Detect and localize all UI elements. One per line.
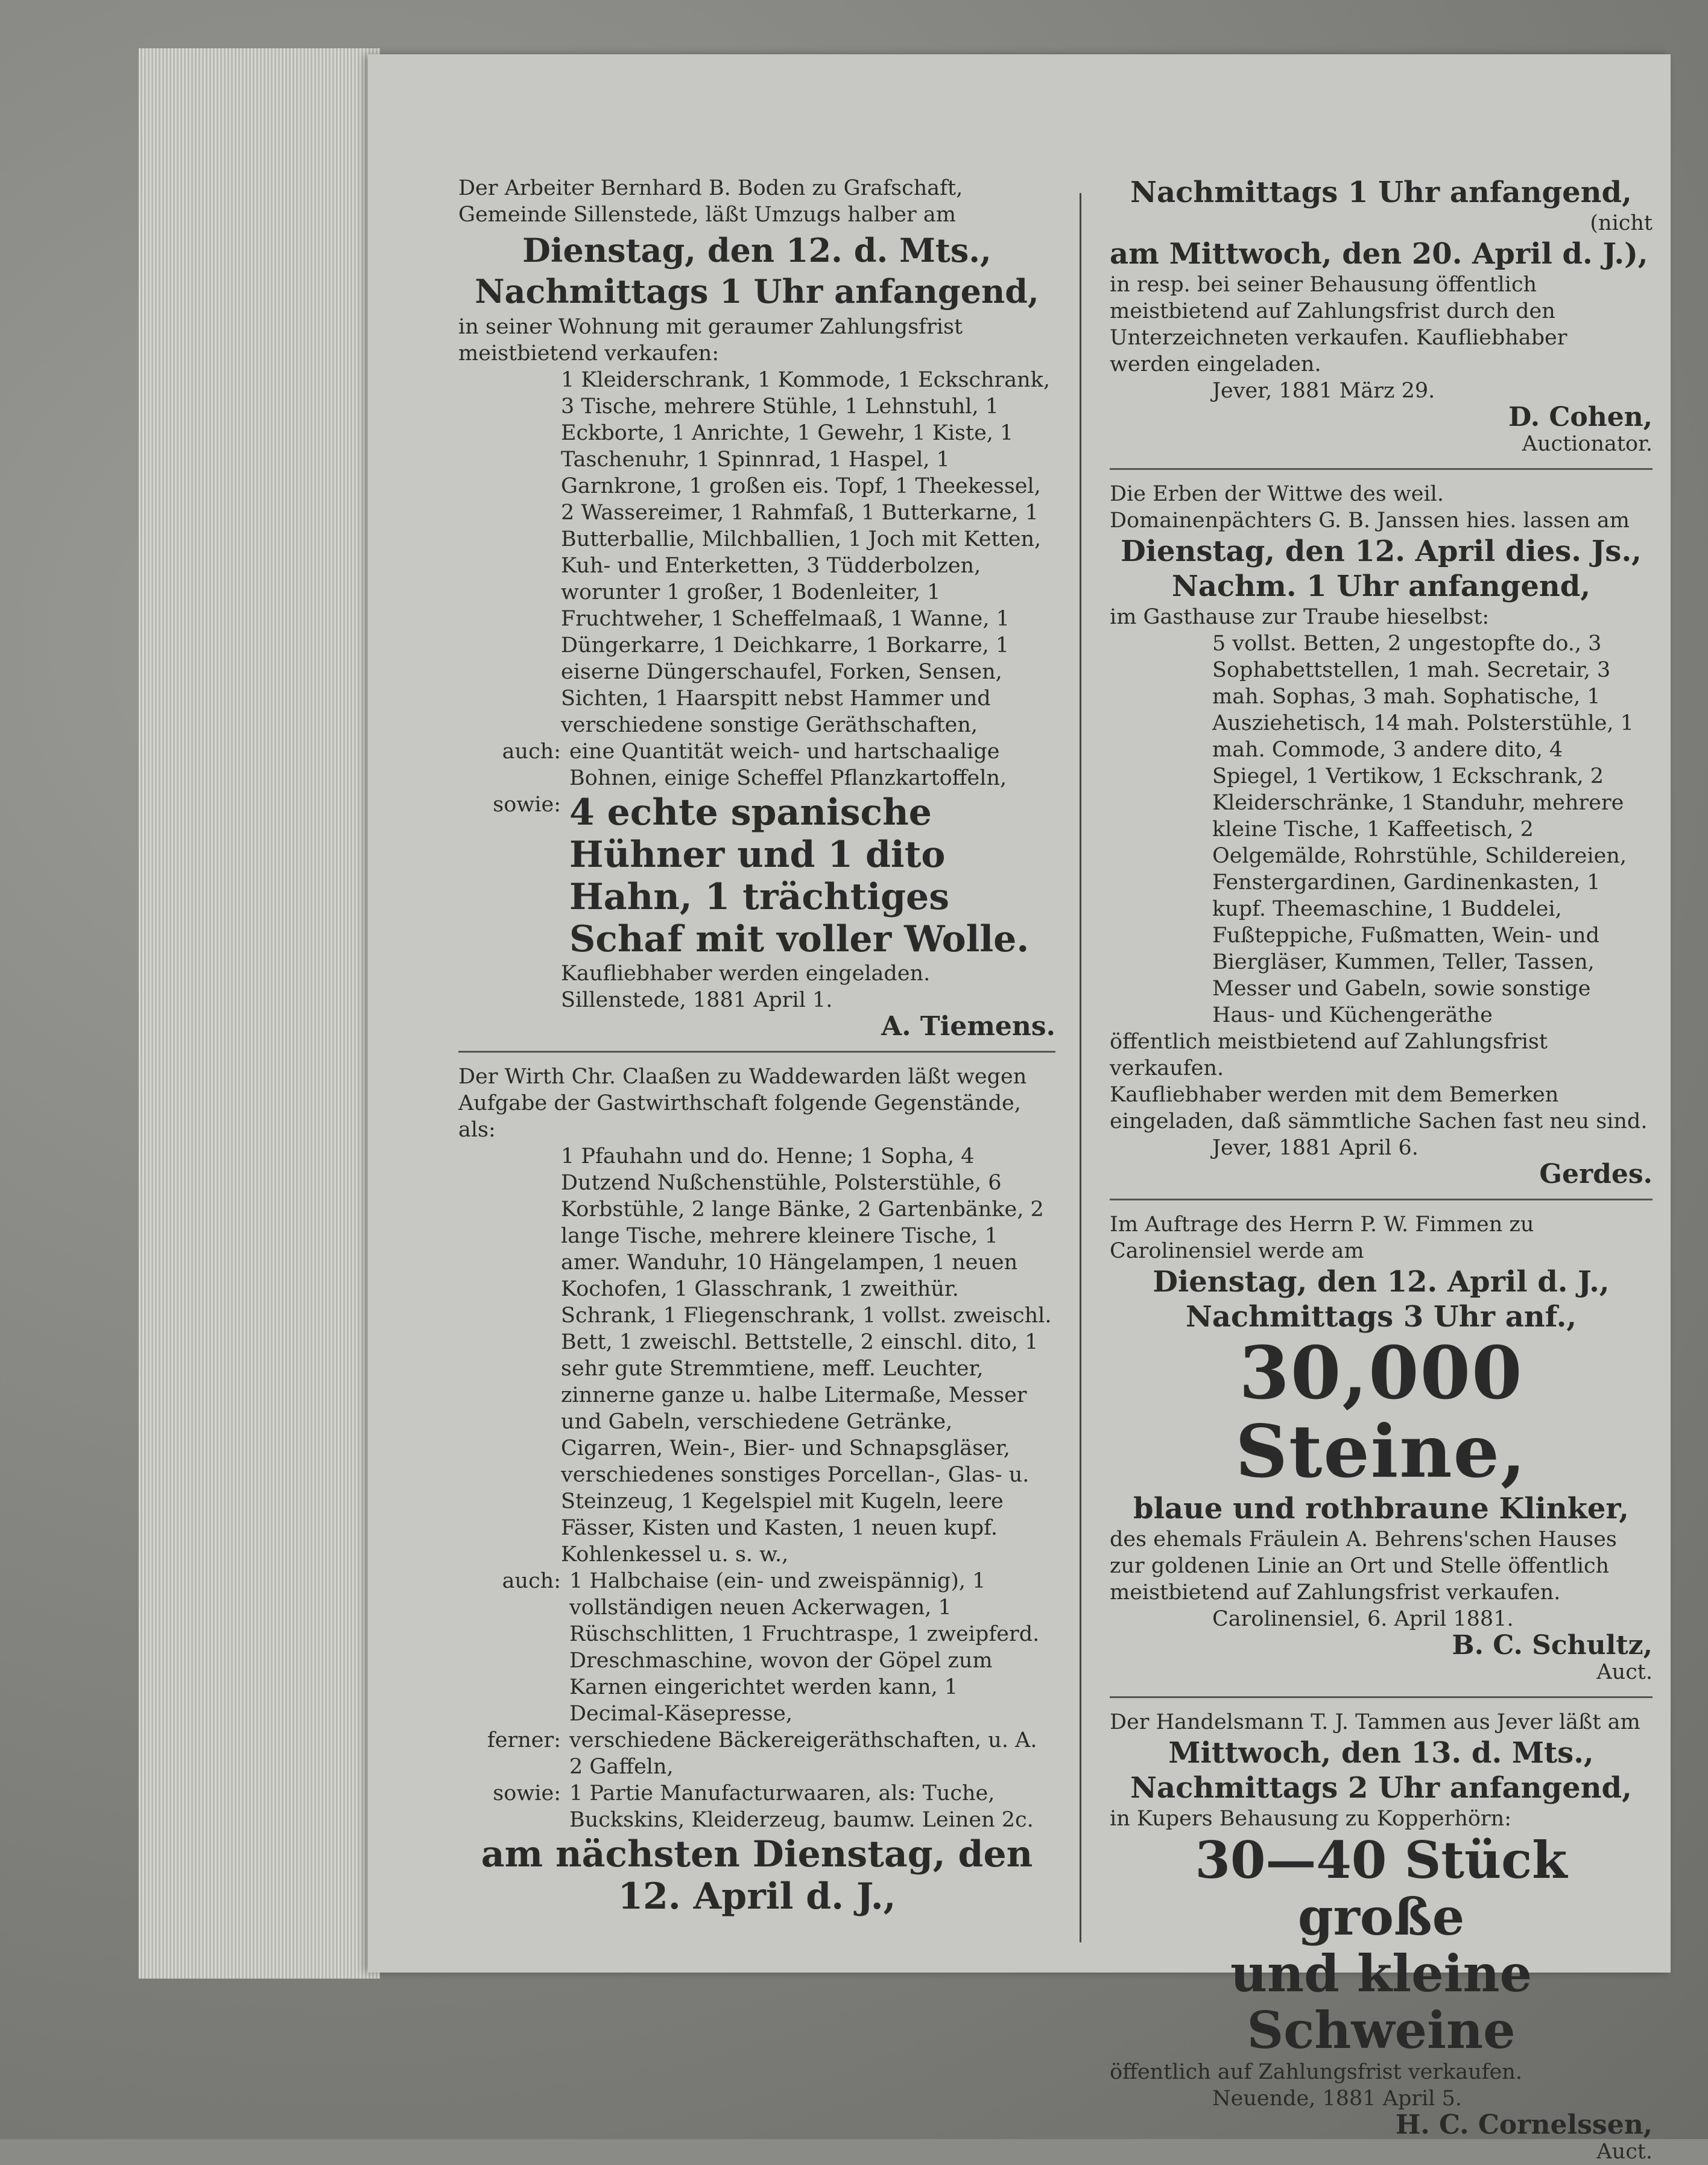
ad-terms: in resp. bei seiner Behausung öffentlich meistbietend auf Zahlungsfrist durch den Unterzeichneten verkaufen. Kaufliebhaber werden eingeladen.	[1110, 273, 1567, 376]
ad-nicht: (nicht	[1590, 211, 1653, 235]
ad-role: Auctionator.	[1522, 432, 1653, 456]
ad-claassen	[458, 1063, 1055, 1918]
ad-headline-1: 30—40 Stück große	[1195, 1830, 1567, 1947]
ad-separator	[458, 1051, 1055, 1053]
ad-auch	[458, 1568, 1055, 1727]
ad-items: 5 vollst. Betten, 2 ungestopfte do., 3 Sophabettstellen, 1 mah. Secretair, 3 mah. Sophas, 3 mah. Sophatische, 1 Ausziehetisch, 14 mah. Polsterstühle, 1 mah. Commode, 3 andere dito, 4 Spiegel, 1 Vertikow, 1 Eckschrank, 2 Kleiderschränke, 1 Standuhr, mehrere kleine Tische, 1 Kaffeetisch, 2 Oelgemälde, Rohrstühle, Schildereien, Fenstergardinen, Gardinenkasten, 1 kupf. Theemaschine, 1 Buddelei, Fußteppiche, Fußmatten, Wein- und Biergläser, Kummen, Teller, Tassen, Messer und Gabeln, sowie sonstige Haus- und Küchengeräthe	[1212, 632, 1634, 1027]
sowie-label: sowie:	[493, 793, 561, 817]
ad-signature: H. C. Cornelssen,	[1395, 2110, 1653, 2140]
ad-signature: D. Cohen,	[1508, 402, 1653, 433]
ad-place: Sillenstede, 1881 April 1.	[561, 988, 833, 1012]
ad-separator	[1110, 1199, 1653, 1200]
ad-headline: 30,000 Steine,	[1235, 1331, 1527, 1494]
ad-signature: B. C. Schultz,	[1452, 1630, 1653, 1661]
ad-intro: Der Handelsmann T. J. Tammen aus Jever läßt am	[1110, 1710, 1640, 1734]
ad-terms: öffentlich auf Zahlungsfrist verkaufen.	[1110, 2060, 1522, 2084]
ad-items: 1 Kleiderschrank, 1 Kommode, 1 Eckschrank, 3 Tische, mehrere Stühle, 1 Lehnstuhl, 1 Eckborte, 1 Anrichte, 1 Gewehr, 1 Kiste, 1 Taschenuhr, 1 Spinnrad, 1 Haspel, 1 Garnkrone, 1 großen eis. Topf, 1 Theekessel, 2 Wassereimer, 1 Rahmfaß, 1 Butterkarne, 1 Butterballie, Milchballien, 1 Joch mit Ketten, Kuh- und Enterketten, 3 Tüdderbolzen, worunter 1 großer, 1 Bodenleiter, 1 Fruchtweher, 1 Scheffelmaaß, 1 Wanne, 1 Düngerkarre, 1 Deichkarre, 1 Borkarre, 1 eiserne Düngerschaufel, Forken, Sensen, Sichten, 1 Haarspitt nebst Hammer und verschiedene sonstige Geräthschaften,	[561, 368, 1051, 737]
ad-intro: Der Arbeiter Bernhard B. Boden zu Grafschaft, Gemeinde Sillenstede, läßt Umzugs halber am	[458, 176, 963, 227]
ad-terms: in seiner Wohnung mit geraumer Zahlungsfrist meistbietend verkaufen:	[458, 315, 963, 366]
ad-note: Kaufliebhaber werden mit dem Bemerken eingeladen, daß sämmtliche Sachen fast neu sind.	[1110, 1083, 1648, 1133]
ad-terms: des ehemals Fräulein A. Behrens'schen Hauses zur goldenen Linie an Ort und Stelle öffentlich meistbietend auf Zahlungsfrist verkaufen.	[1110, 1527, 1617, 1605]
ad-separator	[1110, 1696, 1653, 1698]
ad-ferner	[458, 1727, 1055, 1780]
ad-sowie	[458, 791, 1055, 960]
ad-boden	[458, 175, 1055, 1040]
ad-items: 1 Pfauhahn und do. Henne; 1 Sopha, 4 Dutzend Nußchenstühle, Polsterstühle, 6 Korbstühle, 2 lange Bänke, 2 Gartenbänke, 2 lange Tische, mehrere kleinere Tische, 1 amer. Wanduhr, 10 Hängelampen, 1 neuen Kochofen, 1 Glasschrank, 1 zweithür. Schrank, 1 Fliegenschrank, 1 vollst. zweischl. Bett, 1 zweischl. Bettstelle, 2 einschl. dito, 1 sehr gute Stremmtiene, meff. Leuchter, zinnerne ganze u. halbe Litermaße, Messer und Gabeln, verschiedene Getränke, Cigarren, Wein-, Bier- und Schnapsgläser, verschiedenes sonstiges Porcellan-, Glas- u. Steinzeug, 1 Kegelspiel mit Kugeln, leere Fässer, Kisten und Kasten, 1 neuen kupf. Kohlenkessel u. s. w.,	[561, 1144, 1052, 1567]
right-column	[1110, 175, 1653, 2165]
ferner-value: verschiedene Bäckereigeräthschaften, u. A. 2 Gaffeln,	[569, 1728, 1037, 1779]
auch-label: auch:	[502, 740, 561, 764]
page-stack-edge	[139, 48, 380, 1979]
ad-time: Nachmittags 1 Uhr anfangend,	[1130, 176, 1632, 209]
ad-time: Nachm. 1 Uhr anfangend,	[1171, 569, 1591, 603]
ad-sowie	[458, 1780, 1055, 1833]
ad-date: Dienstag, den 12. April dies. Js.,	[1121, 534, 1642, 568]
ad-role: Auct.	[1596, 1660, 1653, 1684]
left-column	[458, 175, 1055, 1918]
ad-signature: Gerdes.	[1539, 1159, 1653, 1190]
ad-role: Auct.	[1596, 2140, 1653, 2164]
ad-time: Nachmittags 1 Uhr anfangend,	[475, 272, 1039, 311]
ad-date: Dienstag, den 12. d. Mts.,	[522, 231, 992, 270]
ad-subheadline: blaue und rothbraune Klinker,	[1133, 1492, 1629, 1526]
ad-place: Jever, 1881 April 6.	[1212, 1136, 1419, 1160]
ad-date: am Mittwoch, den 20. April d. J.),	[1110, 237, 1648, 271]
sowie-value: 4 echte spanische Hühner und 1 dito Hahn, 1 trächtiges Schaf mit voller Wolle.	[569, 791, 1030, 960]
ad-tammen	[1110, 1709, 1653, 2165]
auch-value: 1 Halbchaise (ein- und zweispännig), 1 vollständigen neuen Ackerwagen, 1 Rüschschlitten, 1 Fruchtraspe, 1 zweipferd. Dreschmaschine, wovon der Göpel zum Karnen eingerichtet werden kann, 1 Decimal-Käsepresse,	[569, 1569, 1040, 1726]
ad-where: im Gasthause zur Traube hieselbst:	[1110, 605, 1490, 629]
ad-buyers: Kaufliebhaber werden eingeladen.	[561, 962, 931, 986]
ad-time: Nachmittags 2 Uhr anfangend,	[1130, 1771, 1632, 1805]
ad-time: Nachmittags 3 Uhr anf.,	[1185, 1300, 1577, 1334]
ad-terms: öffentlich meistbietend auf Zahlungsfrist verkaufen.	[1110, 1030, 1548, 1080]
ad-date: am nächsten Dienstag, den 12. April d. J.,	[481, 1833, 1033, 1918]
ad-auch	[458, 738, 1055, 791]
ad-separator	[1110, 468, 1653, 470]
ferner-label: ferner:	[487, 1728, 561, 1752]
sowie-value: 1 Partie Manufacturwaaren, als: Tuche, Buckskins, Kleiderzeug, baumw. Leinen 2c.	[569, 1781, 1034, 1832]
auch-value: eine Quantität weich- und hartschaalige Bohnen, einige Scheffel Pflanzkartoffeln,	[569, 740, 1007, 790]
ad-place: Jever, 1881 März 29.	[1212, 379, 1435, 403]
ad-where: in Kupers Behausung zu Kopperhörn:	[1110, 1807, 1511, 1831]
ad-intro: Die Erben der Wittwe des weil. Domainenpächters G. B. Janssen hies. lassen am	[1110, 482, 1630, 533]
sowie-label: sowie:	[493, 1781, 561, 1805]
ad-date: Mittwoch, den 13. d. Mts.,	[1168, 1736, 1594, 1770]
auch-label: auch:	[502, 1569, 561, 1593]
ad-signature: A. Tiemens.	[881, 1011, 1055, 1042]
ad-intro: Im Auftrage des Herrn P. W. Fimmen zu Carolinensiel werde am	[1110, 1212, 1534, 1263]
ad-cohen	[1110, 175, 1653, 457]
ad-intro: Der Wirth Chr. Claaßen zu Waddewarden läßt wegen Aufgabe der Gastwirthschaft folgende Gegenstände, als:	[458, 1065, 1027, 1142]
ad-headline-2: und kleine Schweine	[1230, 1944, 1532, 2060]
column-divider	[1080, 193, 1081, 1942]
ad-date: Dienstag, den 12. April d. J.,	[1153, 1265, 1610, 1299]
ad-place: Neuende, 1881 April 5.	[1212, 2087, 1463, 2111]
ad-schultz	[1110, 1211, 1653, 1685]
ad-place: Carolinensiel, 6. April 1881.	[1212, 1607, 1514, 1631]
ad-janssen	[1110, 481, 1653, 1188]
